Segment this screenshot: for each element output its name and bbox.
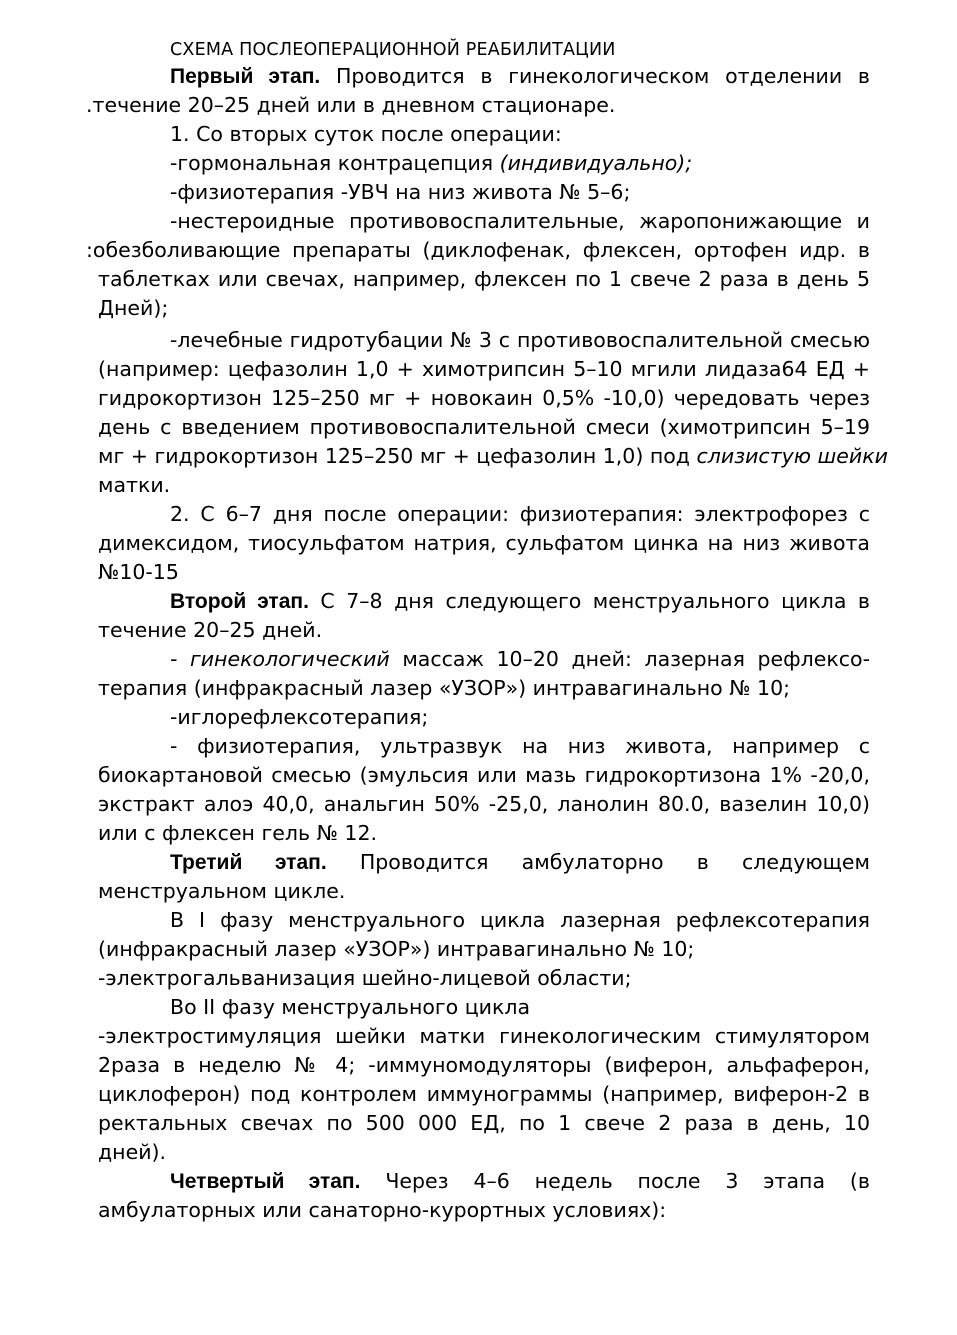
stage2-line-3: - гинекологический массаж 10–20 дней: лазерная рефлексо- xyxy=(170,647,870,671)
stage1-line-13: день с введением противовоспалительной смеси (химотрипсин 5–19 xyxy=(98,415,870,439)
stage3-line-10: ректальных свечах по 500 000 ЕД, по 1 свече 2 раза в день, 10 xyxy=(98,1111,870,1135)
stage3-line-4: (инфракрасный лазер «УЗОР») интравагинально № 10; xyxy=(98,937,695,961)
stage1-line-17: димексидом, тиосульфатом натрия, сульфатом цинка на низ живота xyxy=(98,531,870,555)
stage2-line-9: или с флексен гель № 12. xyxy=(98,821,378,845)
stage2-line-7: биокартановой смесью (эмульсия или мазь гидрокортизона 1% -20,0, xyxy=(98,763,870,787)
stage1-line-18: №10-15 xyxy=(98,560,179,584)
stage3-line-6: Во II фазу менструального цикла xyxy=(170,995,531,1019)
page-title: СХЕМА ПОСЛЕОПЕРАЦИОННОЙ РЕАБИЛИТАЦИИ xyxy=(170,40,616,60)
stage1-line-2: .течение 20–25 дней или в дневном стационаре. xyxy=(86,93,616,117)
stage1-line-15: матки. xyxy=(98,473,171,497)
stage1-line-1: Первый этап. Проводится в гинекологическом отделении в xyxy=(170,64,870,88)
stage3-line-9: циклоферон) под контролем иммунограммы (например, виферон-2 в xyxy=(98,1082,870,1106)
stage3-heading: Третий этап. xyxy=(170,851,327,874)
stage4-line-2: амбулаторных или санаторно-курортных условиях): xyxy=(98,1198,667,1222)
stage2-line-5: -иглорефлексотерапия; xyxy=(170,705,429,729)
stage2-line-1: Второй этап. С 7–8 дня следующего менструального цикла в xyxy=(170,589,870,613)
stage1-heading: Первый этап. xyxy=(170,65,321,88)
stage1-line-5: -физиотерапия -УВЧ на низ живота № 5–6; xyxy=(170,180,631,204)
stage3-line-7: -электростимуляция шейки матки гинекологическим стимулятором xyxy=(98,1024,870,1048)
stage1-line-14: мг + гидрокортизон 125–250 мг + цефазолин 1,0) под слизистую шейки xyxy=(98,444,888,468)
stage1-line-8: таблетках или свечах, например, флексен по 1 свече 2 раза в день 5 xyxy=(98,267,870,291)
stage3-line-8: 2раза в неделю № 4; -иммуномодуляторы (виферон, альфаферон, xyxy=(98,1053,870,1077)
stage2-line-2: течение 20–25 дней. xyxy=(98,618,323,642)
stage3-line-3: В I фазу менструального цикла лазерная рефлексотерапия xyxy=(170,908,870,932)
stage2-line-8: экстракт алоэ 40,0, анальгин 50% -25,0, ланолин 80.0, вазелин 10,0) xyxy=(98,792,870,816)
stage4-line-1: Четвертый этап. Через 4–6 недель после 3 этапа (в xyxy=(170,1169,870,1193)
stage3-line-11: дней). xyxy=(98,1140,167,1164)
stage1-line-3: 1. Со вторых суток после операции: xyxy=(170,122,562,146)
stage1-line-6: -нестероидные противовоспалительные, жаропонижающие и xyxy=(170,209,870,233)
stage3-line-1: Третий этап. Проводится амбулаторно в следующем xyxy=(170,850,870,874)
stage1-line-11: (например: цефазолин 1,0 + химотрипсин 5–10 мгили лидаза64 ЕД + xyxy=(98,357,870,381)
stage3-line-5: -электрогальванизация шейно-лицевой области; xyxy=(98,966,632,990)
stage2-heading: Второй этап. xyxy=(170,590,309,613)
stage1-line-4: -гормональная контрацепция (индивидуально); xyxy=(170,151,693,175)
stage4-heading: Четвертый этап. xyxy=(170,1170,361,1193)
stage2-line-6: - физиотерапия, ультразвук на низ живота, например с xyxy=(170,734,870,758)
stage3-line-2: менструальном цикле. xyxy=(98,879,346,903)
stage1-line-7: :обезболивающие препараты (диклофенак, флексен, ортофен идр. в xyxy=(86,238,870,262)
stage1-line-9: Дней); xyxy=(98,296,169,320)
stage1-line-16: 2. С 6–7 дня после операции: физиотерапия: электрофорез с xyxy=(170,502,870,526)
stage1-line-10: -лечебные гидротубации № 3 с противовоспалительной смесью xyxy=(170,328,870,352)
stage1-line-12: гидрокортизон 125–250 мг + новокаин 0,5% -10,0) чередовать через xyxy=(98,386,870,410)
stage2-line-4: терапия (инфракрасный лазер «УЗОР») интравагинально № 10; xyxy=(98,676,791,700)
